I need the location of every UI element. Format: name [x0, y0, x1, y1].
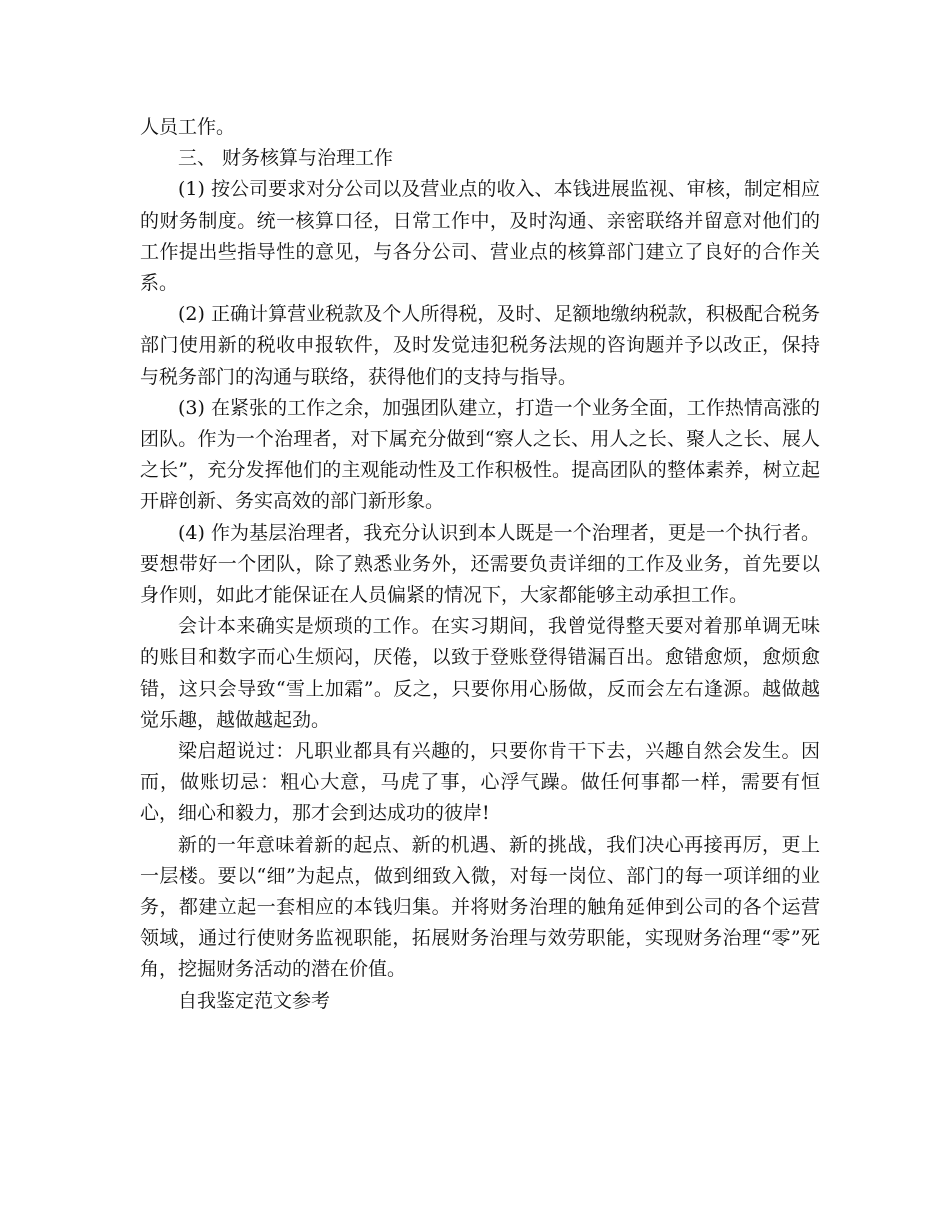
paragraph-item-2: (2) 正确计算营业税款及个人所得税，及时、足额地缴纳税款，积极配合税务部门使用新的税收申报软件，及时发觉违犯税务法规的咨询题并予以改正，保持与税务部门的沟通与联络，获得他们的支持与指导。 — [140, 303, 820, 388]
paragraph-closing-title: 自我鉴定范文参考 — [178, 989, 331, 1012]
paragraph-liang-qichao-quote: 梁启超说过：凡职业都具有兴趣的，只要你肯干下去，兴趣自然会发生。因而，做账切忌：粗心大意，马虎了事，心浮气躁。做任何事都一样，需要有恒心，细心和毅力，那才会到达成功的彼岸! — [140, 740, 820, 825]
document-body — [140, 112, 820, 1017]
paragraph-accounting-reflection: 会计本来确实是烦琐的工作。在实习期间，我曾觉得整天要对着那单调无味的账目和数字而心生烦闷，厌倦，以致于登账登得错漏百出。愈错愈烦，愈烦愈错，这只会导致“雪上加霜”。反之，只要你用心肠做，反而会左右逢源。越做越觉乐趣，越做越起劲。 — [140, 615, 820, 731]
paragraph-item-3: (3) 在紧张的工作之余，加强团队建立，打造一个业务全面，工作热情高涨的团队。作为一个治理者，对下属充分做到“察人之长、用人之长、聚人之长、展人之长”，充分发挥他们的主观能动性及工作积极性。提高团队的整体素养，树立起开辟创新、务实高效的部门新形象。 — [140, 396, 820, 513]
paragraph-item-4: (4) 作为基层治理者，我充分认识到本人既是一个治理者，更是一个执行者。要想带好一个团队，除了熟悉业务外，还需要负责详细的工作及业务，首先要以身作则，如此才能保证在人员偏紧的情况下，大家都能够主动承担工作。 — [140, 521, 820, 607]
paragraph-new-year-outlook: 新的一年意味着新的起点、新的机遇、新的挑战，我们决心再接再厉，更上一层楼。要以“细”为起点，做到细致入微，对每一岗位、部门的每一项详细的业务，都建立起一套相应的本钱归集。并将财务治理的触角延伸到公司的各个运营领域，通过行使财务监视职能，拓展财务治理与效劳职能，实现财务治理“零”死角，挖掘财务活动的潜在价值。 — [140, 833, 820, 981]
paragraph-continuation: 人员工作。 — [140, 116, 236, 138]
paragraph-item-1: (1) 按公司要求对分公司以及营业点的收入、本钱进展监视、审核，制定相应的财务制度。统一核算口径，日常工作中，及时沟通、亲密联络并留意对他们的工作提出些指导性的意见，与各分公司、营业点的核算部门建立了良好的合作关系。 — [140, 178, 820, 295]
section-heading-financial-accounting: 三、 财务核算与治理工作 — [178, 147, 394, 170]
